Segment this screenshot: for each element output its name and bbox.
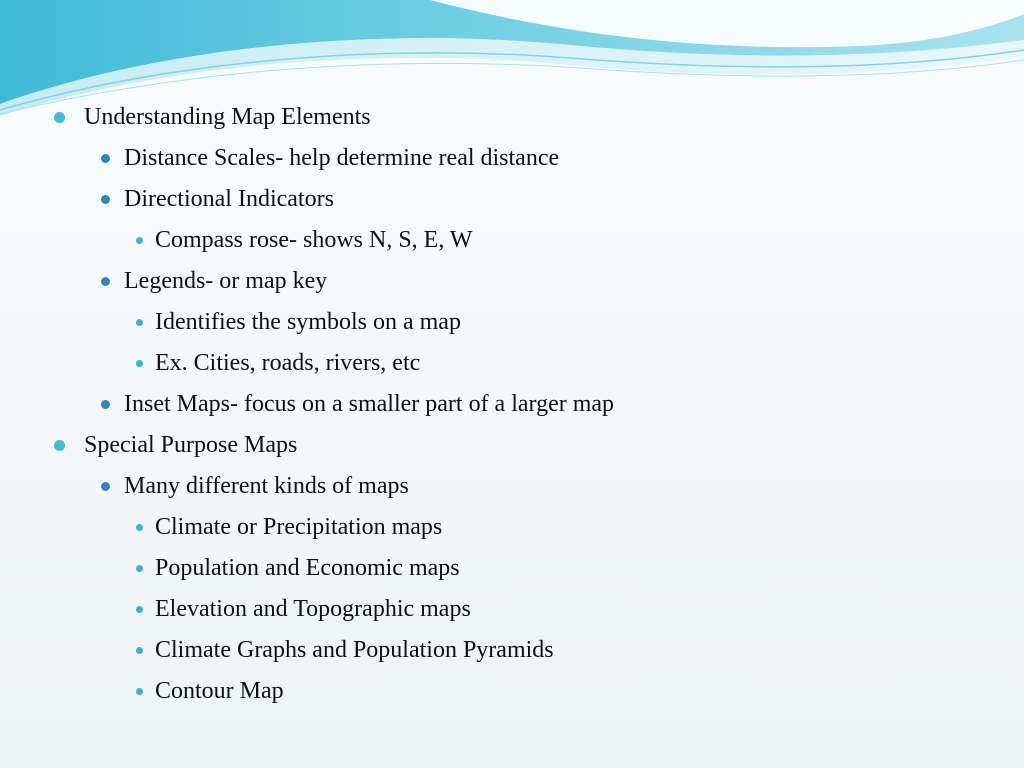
- bullet-item-level-2: [0, 466, 1024, 507]
- bullet-item-level-2: [0, 179, 1024, 220]
- bullet-item-level-3: [0, 630, 1024, 671]
- bullet-text: Climate or Precipitation maps: [155, 514, 443, 540]
- bullet-dot-icon: [136, 524, 143, 531]
- bullet-dot-icon: [54, 112, 65, 123]
- bullet-item-level-2: [0, 261, 1024, 302]
- bullet-text: Population and Economic maps: [155, 555, 460, 581]
- bullet-text: Elevation and Topographic maps: [155, 596, 471, 622]
- bullet-dot-icon: [136, 565, 143, 572]
- bullet-item-level-3: [0, 548, 1024, 589]
- bullet-dot-icon: [136, 688, 143, 695]
- bullet-dot-icon: [136, 606, 143, 613]
- bullet-item-level-3: [0, 302, 1024, 343]
- bullet-text: Inset Maps- focus on a smaller part of a larger map: [124, 391, 615, 417]
- bullet-text: Climate Graphs and Population Pyramids: [155, 637, 554, 663]
- bullet-dot-icon: [101, 154, 110, 163]
- bullet-item-level-3: [0, 220, 1024, 261]
- bullet-text: Directional Indicators: [124, 186, 334, 212]
- bullet-dot-icon: [136, 237, 143, 244]
- bullet-text: Contour Map: [155, 678, 284, 704]
- bullet-text: Identifies the symbols on a map: [155, 309, 461, 335]
- bullet-dot-icon: [136, 360, 143, 367]
- bullet-text: Legends- or map key: [124, 268, 328, 294]
- bullet-dot-icon: [101, 195, 110, 204]
- bullet-dot-icon: [101, 400, 110, 409]
- bullet-text: Understanding Map Elements: [84, 104, 371, 130]
- bullet-item-level-3: [0, 589, 1024, 630]
- bullet-item-level-2: [0, 384, 1024, 425]
- bullet-dot-icon: [136, 647, 143, 654]
- bullet-text: Compass rose- shows N, S, E, W: [155, 227, 473, 253]
- bullet-text: Distance Scales- help determine real distance: [124, 145, 560, 171]
- bullet-item-level-1: [0, 97, 1024, 138]
- bullet-item-level-3: [0, 343, 1024, 384]
- bullet-item-level-2: [0, 138, 1024, 179]
- bullet-text: Special Purpose Maps: [84, 432, 298, 458]
- bullet-dot-icon: [136, 319, 143, 326]
- bullet-list: [0, 97, 1024, 712]
- bullet-item-level-3: [0, 507, 1024, 548]
- bullet-text: Many different kinds of maps: [124, 473, 409, 499]
- bullet-item-level-3: [0, 671, 1024, 712]
- bullet-item-level-1: [0, 425, 1024, 466]
- bullet-dot-icon: [101, 277, 110, 286]
- bullet-dot-icon: [101, 482, 110, 491]
- bullet-dot-icon: [54, 440, 65, 451]
- bullet-text: Ex. Cities, roads, rivers, etc: [155, 350, 421, 376]
